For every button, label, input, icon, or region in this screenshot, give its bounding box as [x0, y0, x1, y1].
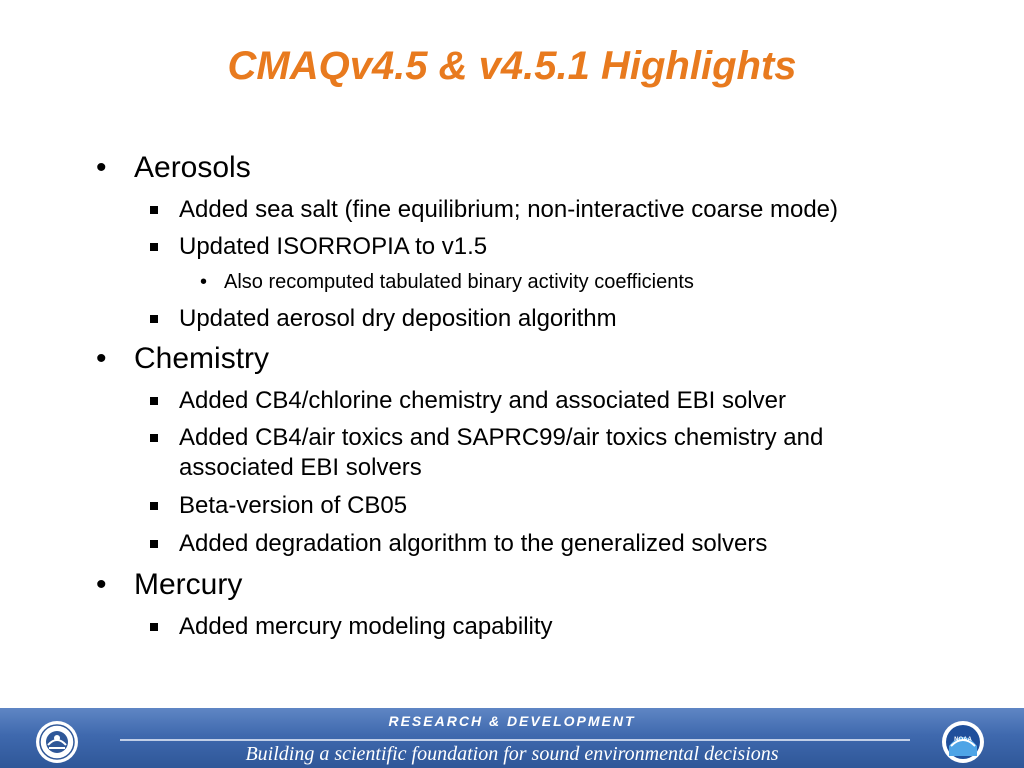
- square-bullet-icon: [150, 315, 158, 323]
- square-bullet-icon: [150, 206, 158, 214]
- slide-title: CMAQv4.5 & v4.5.1 Highlights: [227, 44, 797, 88]
- square-bullet-icon: [150, 397, 158, 405]
- list-item-text: Added CB4/air toxics and SAPRC99/air toxics chemistry and: [179, 424, 824, 451]
- list-item-text: Added sea salt (fine equilibrium; non-interactive coarse mode): [179, 196, 839, 223]
- footer-tagline: Building a scientific foundation for sound environmental decisions: [245, 743, 779, 765]
- noaa-logo-text: NOAA: [954, 737, 972, 743]
- sub-list-item-text: Also recomputed tabulated binary activity coefficients: [224, 271, 694, 293]
- square-bullet-icon: [150, 502, 158, 510]
- list-item-text: Added degradation algorithm to the generalized solvers: [179, 530, 768, 557]
- list-item-text: associated EBI solvers: [179, 454, 422, 481]
- bullet-icon: •: [96, 151, 107, 184]
- footer-divider: [120, 739, 910, 741]
- noaa-logo-icon: [941, 720, 985, 764]
- list-item-text: Updated ISORROPIA to v1.5: [179, 233, 488, 260]
- footer-heading: RESEARCH & DEVELOPMENT: [388, 713, 636, 729]
- bullet-icon: •: [96, 568, 107, 601]
- list-item-text: Updated aerosol dry deposition algorithm: [179, 305, 617, 332]
- square-bullet-icon: [150, 434, 158, 442]
- section-heading: Chemistry: [134, 342, 270, 375]
- section-heading: Mercury: [134, 568, 243, 601]
- footer-banner: [0, 708, 1024, 768]
- list-item-text: Added CB4/chlorine chemistry and associated EBI solver: [179, 387, 786, 414]
- bullet-icon: •: [96, 342, 107, 375]
- bullet-icon: •: [200, 271, 208, 293]
- square-bullet-icon: [150, 243, 158, 251]
- list-item-text: Added mercury modeling capability: [179, 613, 553, 640]
- section-heading: Aerosols: [134, 151, 251, 184]
- list-item-text: Beta-version of CB05: [179, 492, 408, 519]
- square-bullet-icon: [150, 540, 158, 548]
- square-bullet-icon: [150, 623, 158, 631]
